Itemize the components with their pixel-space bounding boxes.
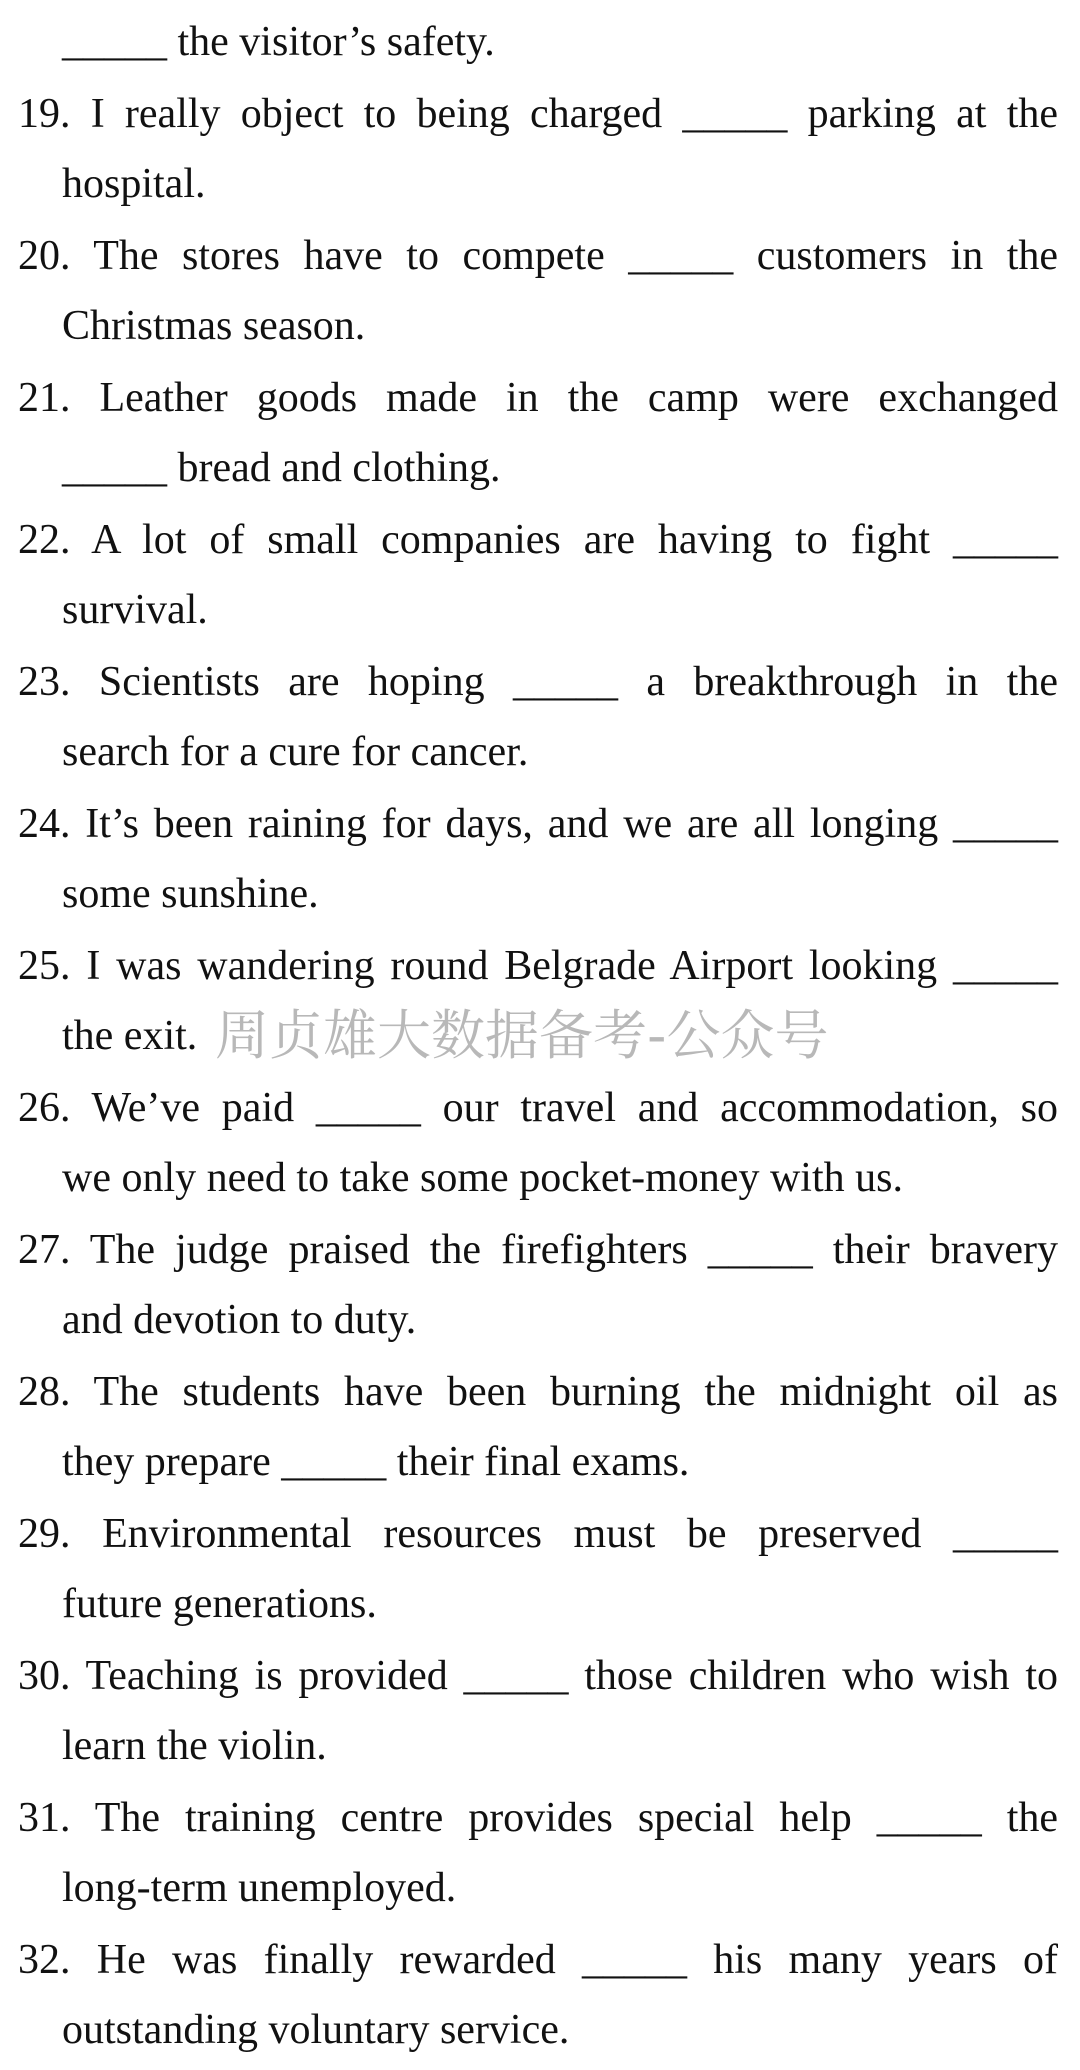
q25-line-1: 25. I was wandering round Belgrade Airport looking _____ bbox=[18, 943, 1058, 989]
q29-line-2: future generations. bbox=[62, 1581, 377, 1627]
q28-line-1: 28. The students have been burning the midnight oil as bbox=[18, 1369, 1058, 1415]
q22-line-2: survival. bbox=[62, 587, 208, 633]
q20-line-1: 20. The stores have to compete _____ customers in the bbox=[18, 233, 1058, 279]
q25-line-2: the exit. bbox=[62, 1013, 198, 1059]
q20-line-2: Christmas season. bbox=[62, 303, 366, 349]
q24-line-2: some sunshine. bbox=[62, 871, 319, 917]
q24-line-1: 24. It’s been raining for days, and we are all longing _____ bbox=[18, 801, 1058, 847]
q19-line-2: hospital. bbox=[62, 161, 206, 207]
q23-line-2: search for a cure for cancer. bbox=[62, 729, 529, 775]
q21-line-2: _____ bread and clothing. bbox=[62, 445, 501, 491]
q32-line-1: 32. He was finally rewarded _____ his many years of bbox=[18, 1937, 1058, 1983]
q31-line-2: long-term unemployed. bbox=[62, 1865, 457, 1911]
q22-line-1: 22. A lot of small companies are having to fight _____ bbox=[18, 517, 1058, 563]
q31-line-1: 31. The training centre provides special help _____ the bbox=[18, 1795, 1058, 1841]
q23-line-1: 23. Scientists are hoping _____ a breakthrough in the bbox=[18, 659, 1058, 705]
q30-line-2: learn the violin. bbox=[62, 1723, 327, 1769]
q27-line-1: 27. The judge praised the firefighters _____ their bravery bbox=[18, 1227, 1058, 1273]
q32-line-2: outstanding voluntary service. bbox=[62, 2007, 570, 2053]
q19-line-1: 19. I really object to being charged _____ parking at the bbox=[18, 91, 1058, 137]
q26-line-1: 26. We’ve paid _____ our travel and accommodation, so bbox=[18, 1085, 1058, 1131]
q30-line-1: 30. Teaching is provided _____ those children who wish to bbox=[18, 1653, 1058, 1699]
q28-line-2: they prepare _____ their final exams. bbox=[62, 1439, 690, 1485]
q21-line-1: 21. Leather goods made in the camp were exchanged bbox=[18, 375, 1058, 421]
q18-line-2: _____ the visitor’s safety. bbox=[62, 19, 495, 65]
q26-line-2: we only need to take some pocket-money with us. bbox=[62, 1155, 903, 1201]
q29-line-1: 29. Environmental resources must be preserved _____ bbox=[18, 1511, 1058, 1557]
watermark-text: 周贞雄大数据备考-公众号 bbox=[215, 1004, 829, 1067]
q27-line-2: and devotion to duty. bbox=[62, 1297, 417, 1343]
